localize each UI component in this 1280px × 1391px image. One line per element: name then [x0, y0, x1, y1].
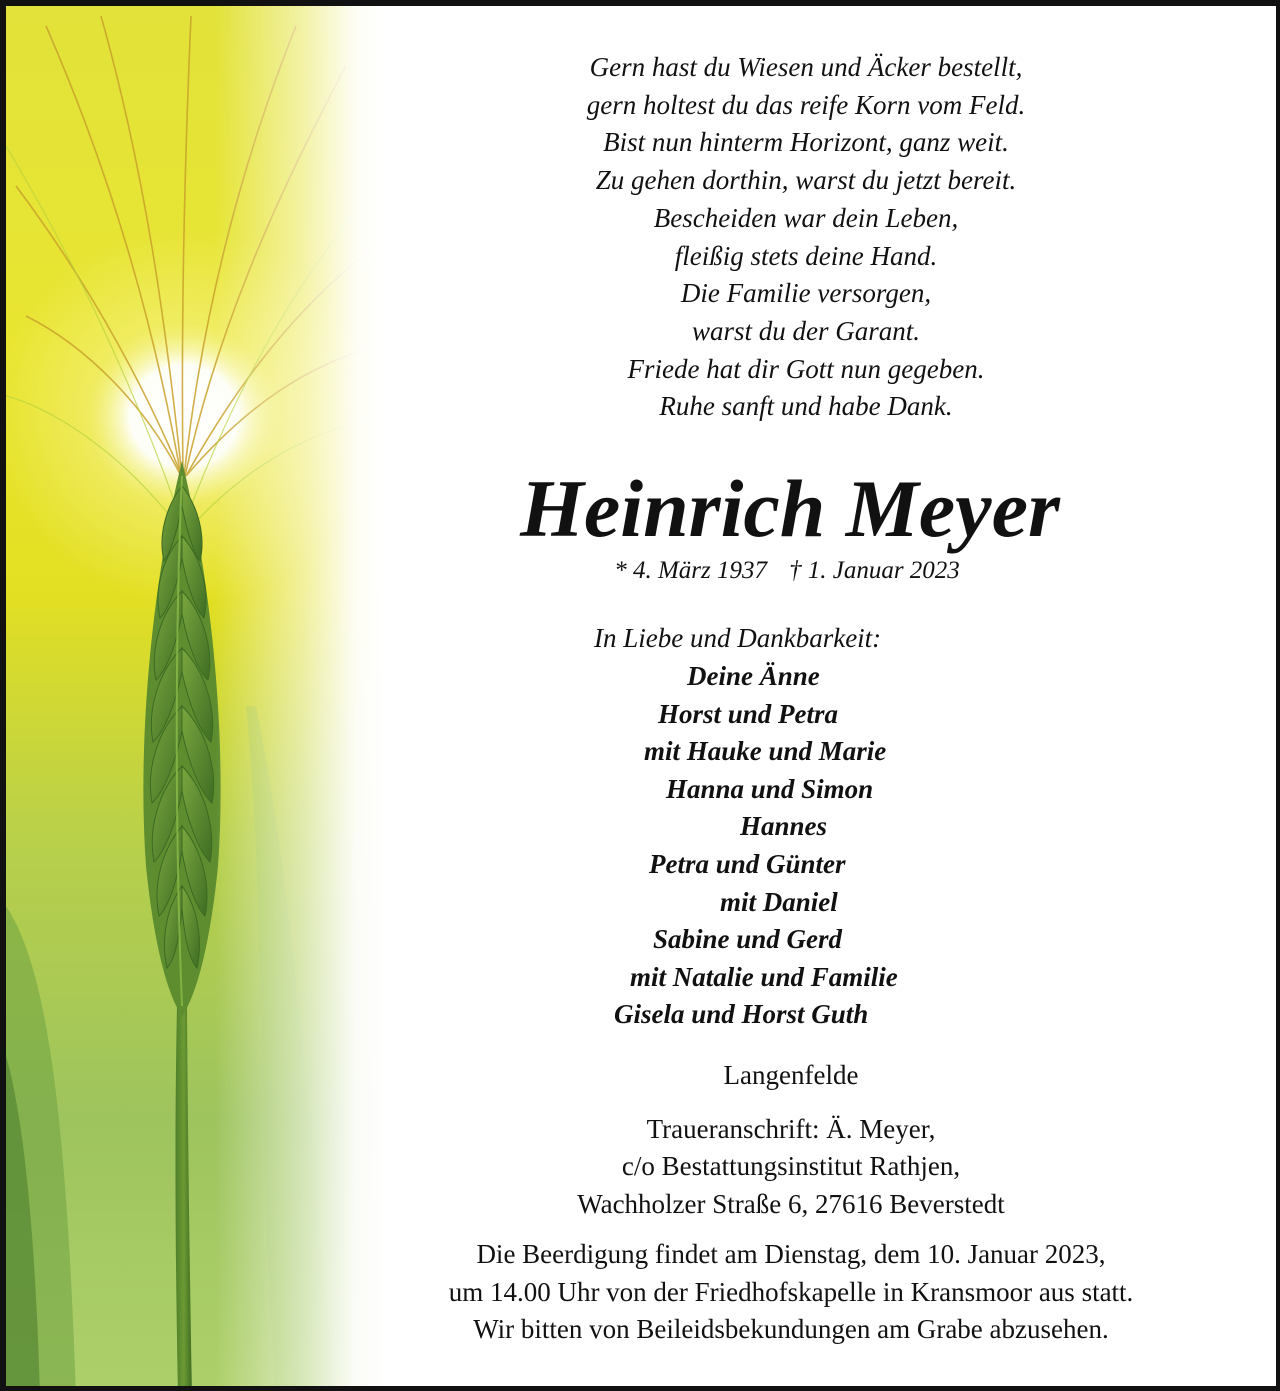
mourner-line: Petra und Günter	[649, 848, 846, 879]
poem-line: Die Familie versorgen,	[680, 278, 932, 309]
mourners-list	[386, 658, 1246, 1034]
poem-line: Friede hat dir Gott nun gegeben.	[627, 353, 985, 384]
address-line: Traueranschrift: Ä. Meyer,	[646, 1113, 936, 1144]
funeral-line: Wir bitten von Beileidsbekundungen am Grabe abzusehen.	[473, 1314, 1109, 1344]
poem-line: gern holtest du das reife Korn vom Feld.	[586, 89, 1026, 120]
poem-line: Bescheiden war dein Leben,	[653, 202, 959, 233]
place: Langenfelde	[723, 1060, 859, 1090]
mourner-line: Hannes	[740, 811, 828, 842]
poem-line: Bist nun hinterm Horizont, ganz weit.	[603, 127, 1009, 158]
poem-line: Zu gehen dorthin, warst du jetzt bereit.	[595, 165, 1017, 196]
poem	[386, 49, 1226, 426]
poem-line: fleißig stets deine Hand.	[674, 240, 938, 271]
mourner-line: Deine Änne	[687, 661, 820, 691]
poem-line: Gern hast du Wiesen und Äcker bestellt,	[589, 52, 1023, 82]
mourner-line: mit Hauke und Marie	[644, 736, 887, 767]
mourner-line: Gisela und Horst Guth	[614, 999, 869, 1030]
address-block	[386, 1057, 1196, 1223]
death-date: † 1. Januar 2023	[788, 557, 960, 584]
poem-line: warst du der Garant.	[691, 315, 921, 346]
mourner-line: mit Natalie und Familie	[630, 961, 898, 992]
mourner-line: Horst und Petra	[658, 698, 839, 729]
deceased-name: Heinrich Meyer	[520, 463, 1060, 554]
birth-date: * 4. März 1937	[614, 557, 767, 584]
mourners-intro: In Liebe und Dankbarkeit:	[594, 623, 882, 653]
mourner-line: Hanna und Simon	[666, 773, 874, 804]
funeral-info	[386, 1236, 1196, 1349]
poem-line: Ruhe sanft und habe Dank.	[659, 391, 953, 422]
mourner-line: mit Daniel	[720, 886, 838, 917]
barley-field-photo	[6, 6, 386, 1391]
mourner-line: Sabine und Gerd	[653, 924, 843, 955]
address-line: Wachholzer Straße 6, 27616 Beverstedt	[577, 1188, 1005, 1219]
notice-text-column	[386, 6, 1246, 1391]
funeral-line: Die Beerdigung findet am Dienstag, dem 10. Januar 2023,	[476, 1239, 1106, 1269]
funeral-line: um 14.00 Uhr von der Friedhofskapelle in Kransmoor aus statt.	[448, 1276, 1134, 1307]
address-line: c/o Bestattungsinstitut Rathjen,	[621, 1151, 961, 1181]
life-dates	[386, 554, 1188, 588]
